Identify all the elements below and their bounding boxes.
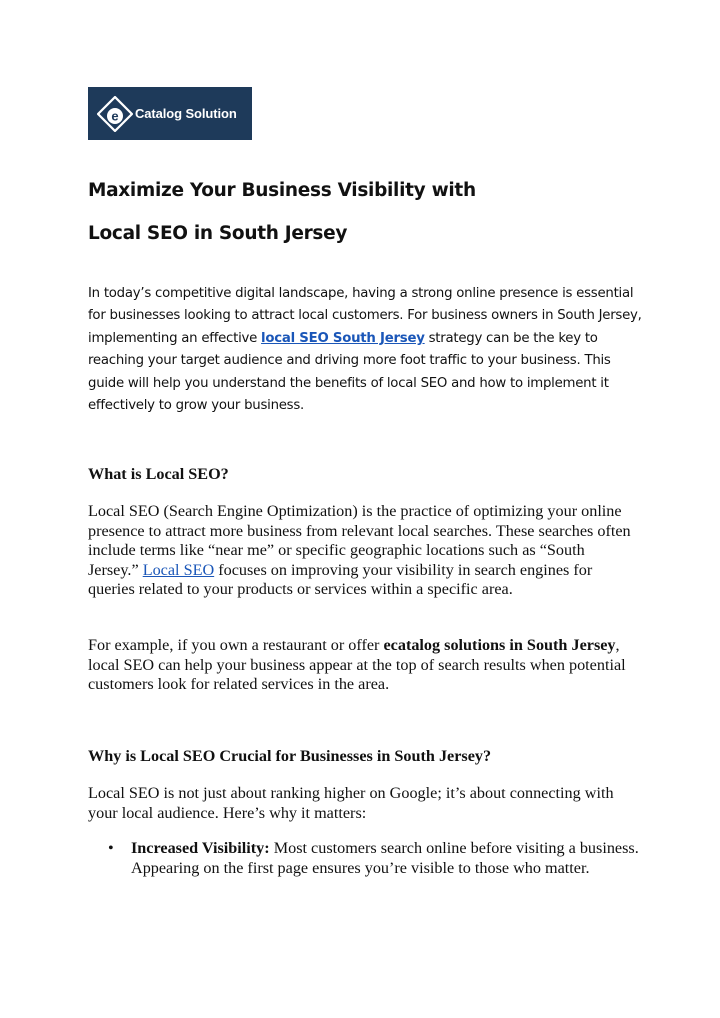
section1-paragraph-1 <box>88 502 633 600</box>
intro-text-after: strategy can be the key to reaching your target audience and driving more foot traffic to your business. This guide will help you understand the benefits of local SEO and how to implement it effectively to grow your business. <box>88 330 611 414</box>
section2-intro-paragraph: Local SEO is not just about ranking higher on Google; it’s about connecting with your local audience. Here’s why it matters: <box>88 784 614 822</box>
list-item-bold: Increased Visibility: <box>131 839 270 857</box>
list-item-text: Most customers search online before visiting a business. Appearing on the first page ensures you’re visible to those who matter. <box>131 839 639 877</box>
section1-p1-before: Local SEO (Search Engine Optimization) is the practice of optimizing your online presence to attract more business from relevant local searches. These searches often include terms like “near me” or specific geographic locations such as “South Jersey.” <box>88 502 631 579</box>
local-seo-south-jersey-link[interactable]: local SEO South Jersey <box>261 330 425 346</box>
company-logo <box>88 87 252 140</box>
logo-mark-letter: e <box>111 108 119 124</box>
intro-paragraph <box>88 283 648 417</box>
ecatalog-logo-icon <box>97 96 133 132</box>
section1-p2-after: , local SEO can help your business appear at the top of search results when potential customers look for related services in the area. <box>88 636 626 693</box>
section1-p2-bold: ecatalog solutions in South Jersey <box>383 636 616 654</box>
bullet-icon: • <box>108 839 114 857</box>
section-heading-why-local-seo: Why is Local SEO Crucial for Businesses in South Jersey? <box>88 747 492 765</box>
section1-paragraph-2 <box>88 636 633 695</box>
section1-p2-before: For example, if you own a restaurant or offer <box>88 636 384 654</box>
intro-text-before: In today’s competitive digital landscape, having a strong online presence is essential for businesses looking to attract local customers. For business owners in South Jersey, implementing an effective <box>88 286 642 346</box>
section1-p1-after: focuses on improving your visibility in search engines for queries related to your products or services within a specific area. <box>88 560 593 598</box>
local-seo-link[interactable]: Local SEO <box>142 560 215 579</box>
logo-text: Catalog Solution <box>135 106 237 121</box>
title-line-2: Local SEO in South Jersey <box>88 223 348 244</box>
list-item <box>88 839 641 878</box>
reasons-list <box>88 839 648 878</box>
section-heading-what-is-local-seo: What is Local SEO? <box>88 465 229 483</box>
title-line-1: Maximize Your Business Visibility with <box>88 180 476 201</box>
